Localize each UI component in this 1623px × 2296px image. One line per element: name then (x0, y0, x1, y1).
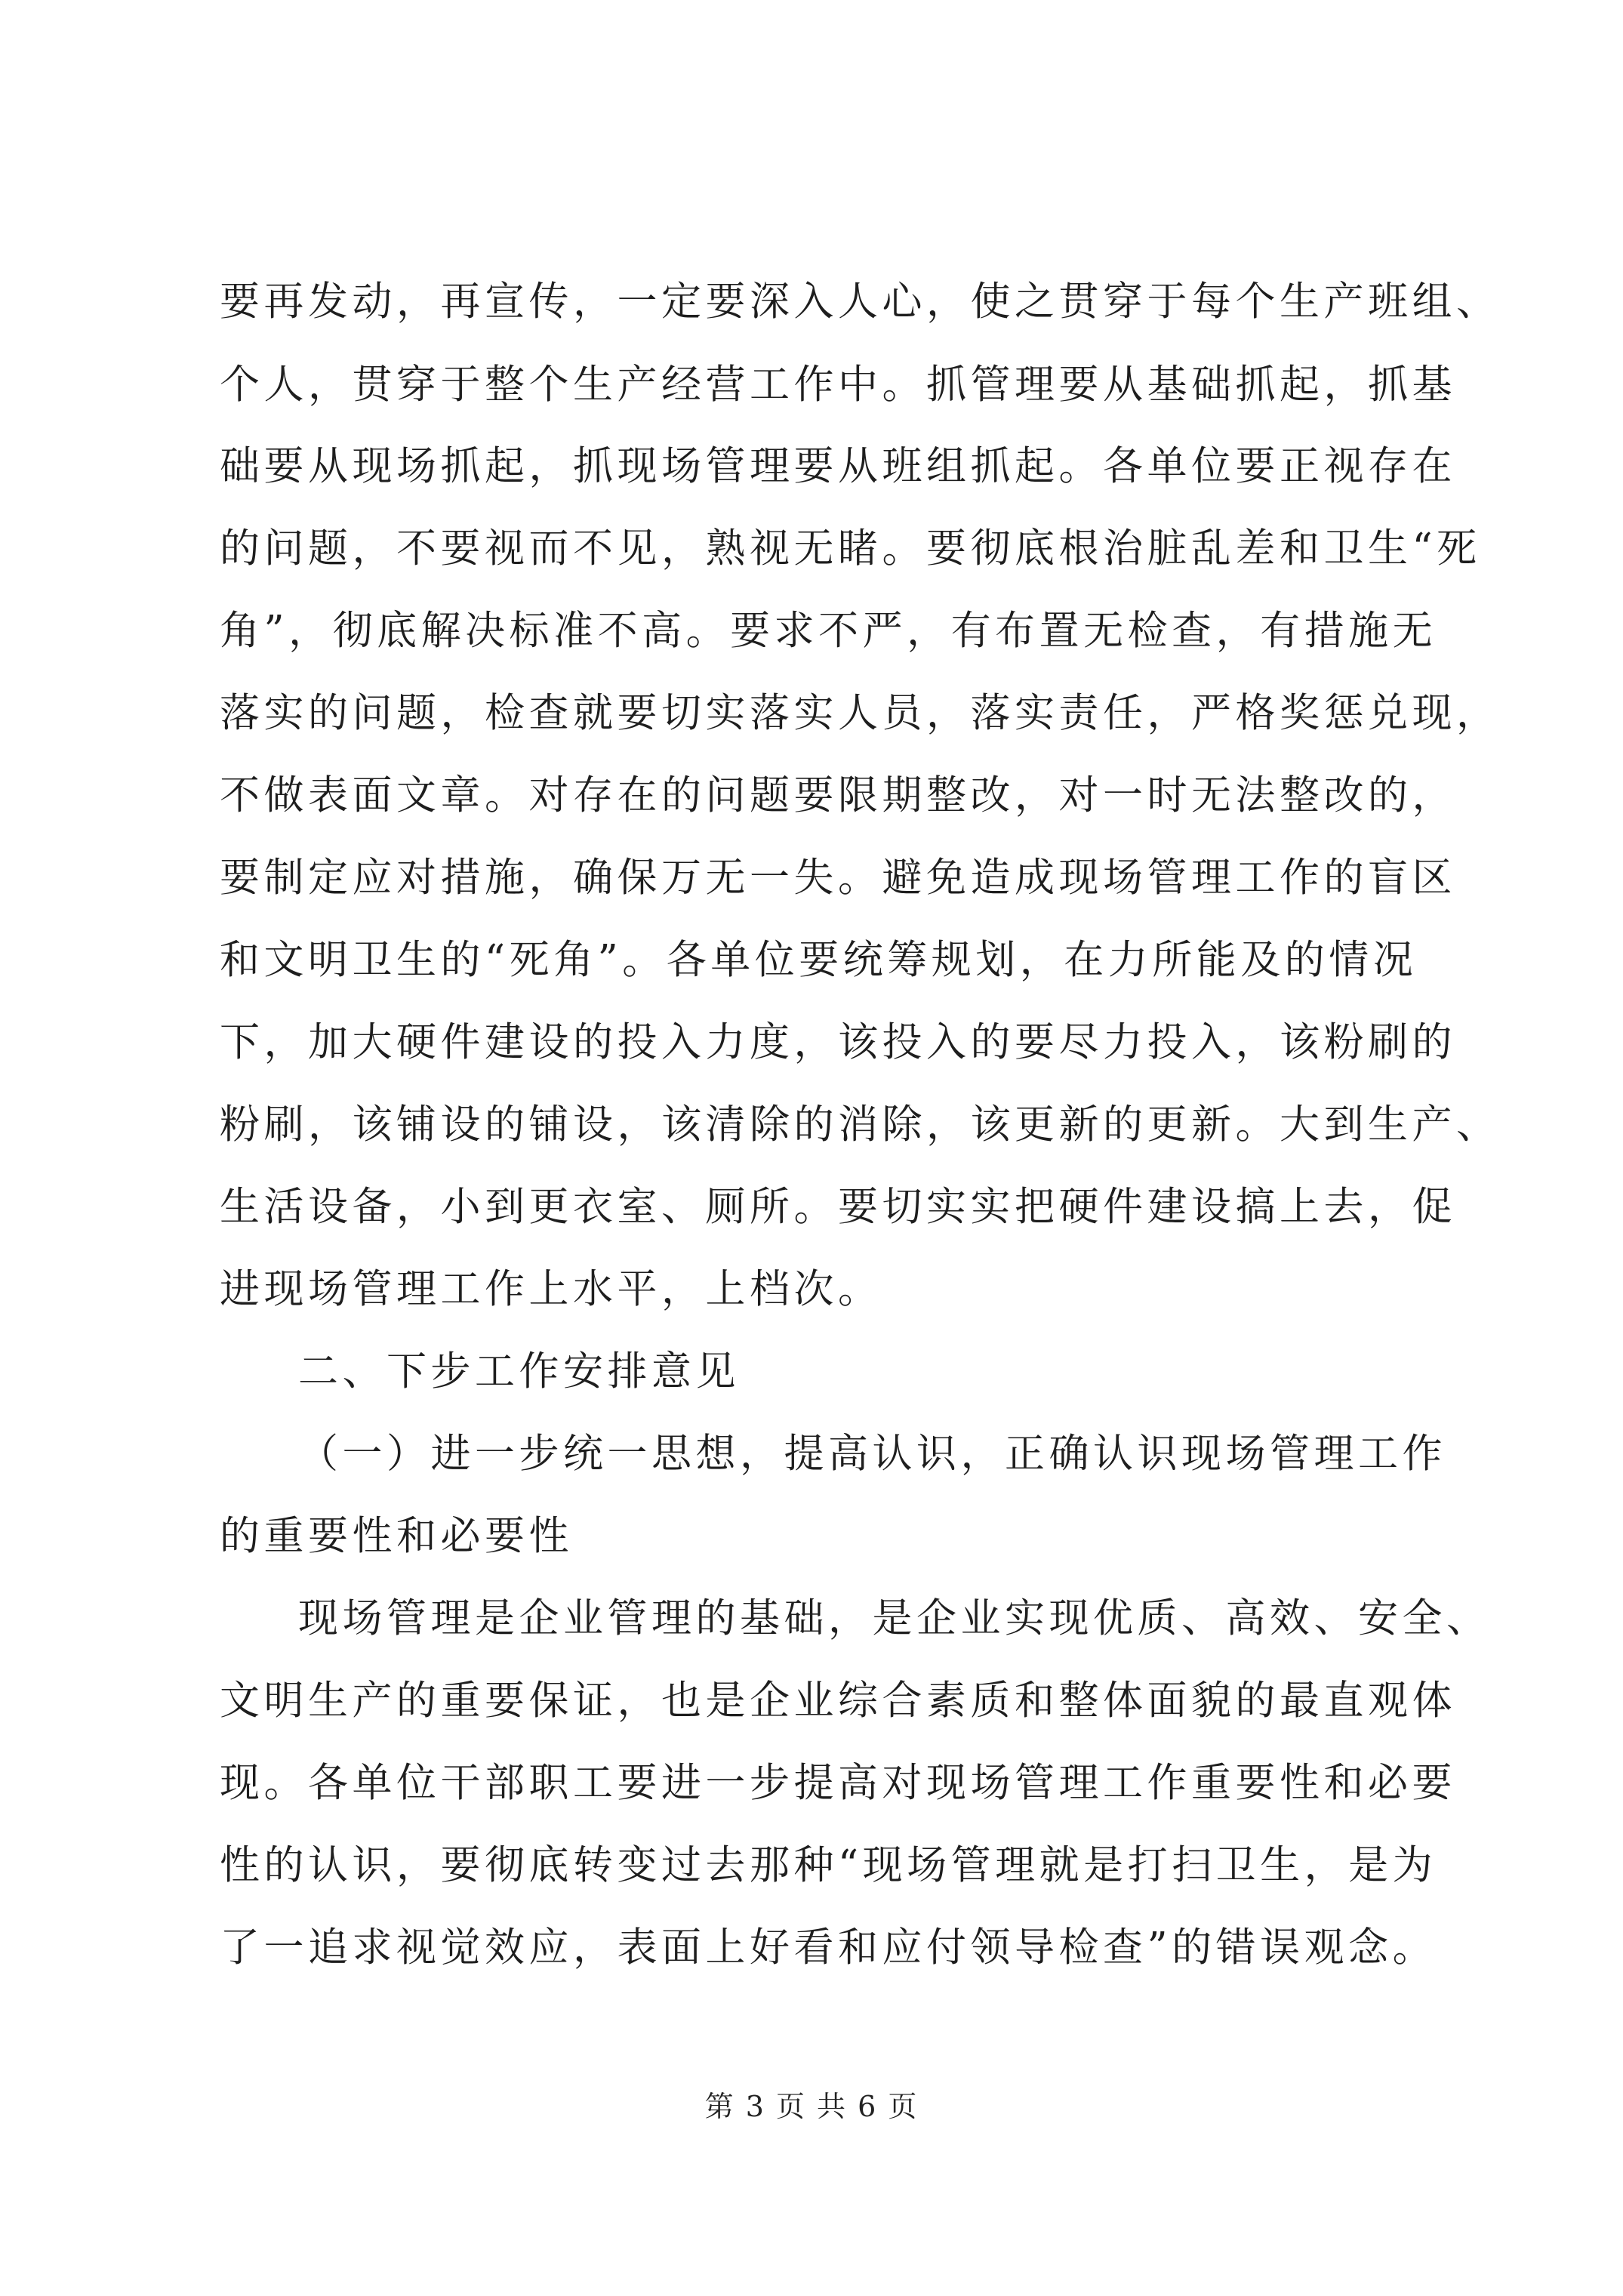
text-line: 粉刷，该铺设的铺设，该清除的消除，该更新的更新。大到生产、 (220, 1102, 1501, 1148)
text-line: 不做表面文章。对存在的问题要限期整改，对一时无法整改的， (220, 772, 1456, 818)
subsection-heading-continued: 的重要性和必要性 (220, 1513, 573, 1559)
section-heading: 二、下步工作安排意见 (298, 1348, 740, 1395)
text-line: 进现场管理工作上水平，上档次。 (220, 1266, 882, 1312)
text-line: 了一追求视觉效应，表面上好看和应付领导检查”的错误观念。 (220, 1925, 1437, 1971)
text-line: 和文明卫生的“死角”。各单位要统筹规划，在力所能及的情况 (220, 937, 1418, 983)
text-line: 性的认识，要彻底转变过去那种“现场管理就是打扫卫生，是为 (220, 1842, 1437, 1888)
text-line: 落实的问题，检查就要切实落实人员，落实责任，严格奖惩兑现， (220, 690, 1501, 736)
text-line: 要制定应对措施，确保万无一失。避免造成现场管理工作的盲区 (220, 855, 1456, 901)
text-line: 文明生产的重要保证，也是企业综合素质和整体面貌的最直观体 (220, 1678, 1456, 1724)
text-line: 现。各单位干部职工要进一步提高对现场管理工作重要性和必要 (220, 1760, 1456, 1806)
text-line: 生活设备，小到更衣室、厕所。要切实实把硬件建设搞上去，促 (220, 1184, 1456, 1230)
text-line: 现场管理是企业管理的基础，是企业实现优质、高效、安全、 (298, 1595, 1491, 1641)
text-line: 下，加大硬件建设的投入力度，该投入的要尽力投入，该粉刷的 (220, 1019, 1456, 1065)
text-line: 要再发动，再宣传，一定要深入人心，使之贯穿于每个生产班组、 (220, 279, 1501, 325)
text-line: 的问题，不要视而不见，熟视无睹。要彻底根治脏乱差和卫生“死 (220, 525, 1481, 572)
subsection-heading: （一）进一步统一思想，提高认识，正确认识现场管理工作 (298, 1431, 1446, 1477)
page-number-footer: 第 3 页 共 6 页 (704, 2090, 919, 2123)
text-line: 个人，贯穿于整个生产经营工作中。抓管理要从基础抓起，抓基 (220, 362, 1456, 408)
text-line: 角”，彻底解决标准不高。要求不严，有布置无检查，有措施无 (220, 608, 1437, 654)
text-line: 础要从现场抓起，抓现场管理要从班组抓起。各单位要正视存在 (220, 443, 1456, 489)
